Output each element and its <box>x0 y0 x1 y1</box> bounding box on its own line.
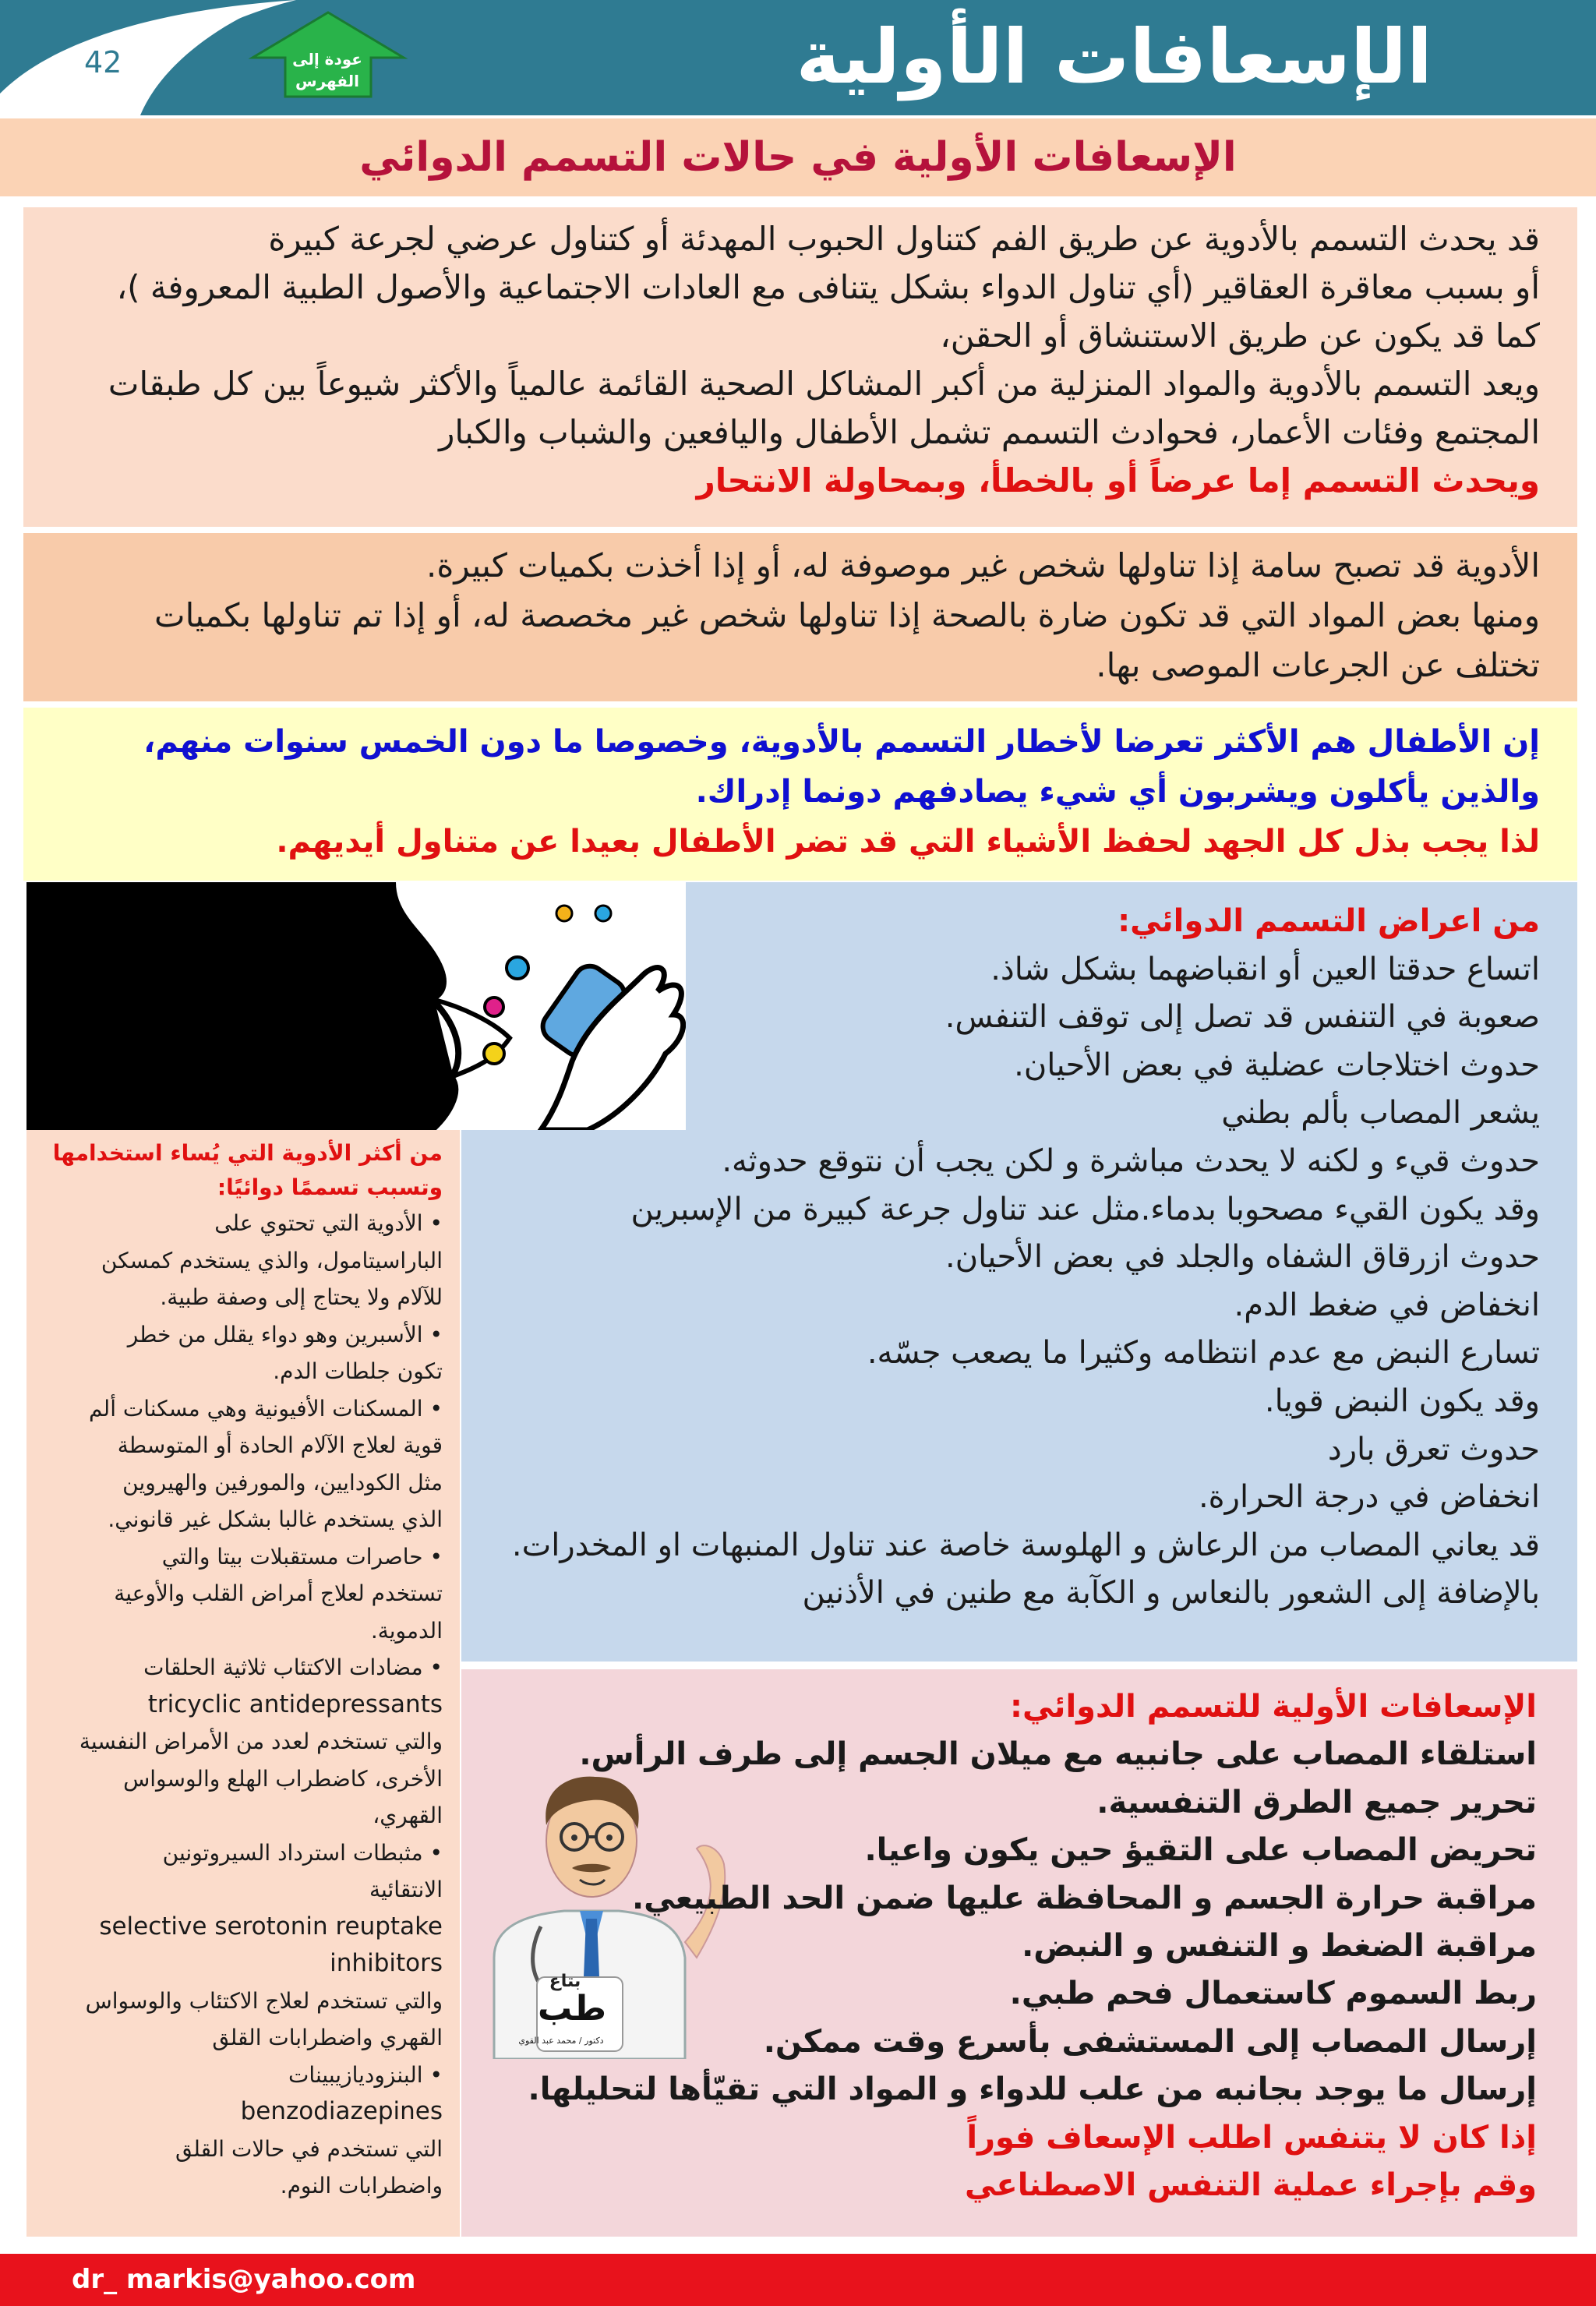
intro-line: المجتمع وفئات الأعمار، فحوادث التسمم تشمل الأطفال واليافعين والشباب والكبار <box>439 413 1540 451</box>
sidebar-line: التي تستخدم في حالات القلق <box>175 2135 443 2162</box>
sidebar-line: الانتقائية <box>369 1877 443 1902</box>
header-title: الإسعافات الأولية <box>796 13 1432 101</box>
sidebar-line: مثل الكودايين، والمورفين والهيروين <box>122 1469 443 1496</box>
symptom-item: بالإضافة إلى الشعور بالنعاس و الكآبة مع طنين في الأذنين <box>802 1575 1540 1612</box>
first-aid-item: إرسال المصاب إلى المستشفى بأسرع وقت ممكن. <box>763 2023 1537 2060</box>
warning-line: ومنها بعض المواد التي قد تكون ضارة بالصحة إذا تناولها شخص غير مخصصة له، أو إذا تم تناولها بكميات <box>154 596 1540 634</box>
symptom-item: تسارع النبض مع عدم انتظامه وكثيرا ما يصعب جسّه. <box>867 1335 1540 1372</box>
doctor-caption: دكتور / محمد عبد القوي <box>518 2036 604 2046</box>
sidebar-line: • حاصرات مستقبلات بيتا والتي <box>161 1543 443 1570</box>
first-aid-heading: الإسعافات الأولية للتسمم الدوائي: <box>1009 1689 1537 1725</box>
children-line: والذين يأكلون ويشربون أي شيء يصادفهم دونما إدراك. <box>695 774 1540 810</box>
symptom-item: صعوبة في التنفس قد تصل إلى توقف التنفس. <box>945 999 1540 1036</box>
symptom-item: وقد يكون النبض قويا. <box>1264 1383 1540 1419</box>
first-aid-item: تحرير جميع الطرق التنفسية. <box>1096 1784 1537 1820</box>
footer-email: dr_ markis@yahoo.com <box>72 2264 416 2295</box>
symptom-item: حدوث قيء و لكنه لا يحدث مباشرة و لكن يجب أن نتوقع حدوثه. <box>722 1142 1540 1179</box>
sidebar-line: الذي يستخدم غالبا بشكل غير قانوني. <box>108 1506 443 1532</box>
sidebar-line: • البنزوديازيبينات <box>288 2061 443 2088</box>
warning-text <box>47 541 1540 690</box>
children-warning: لذا يجب بذل كل الجهد لحفظ الأشياء التي قد تضر الأطفال بعيدا عن متناول أيديهم. <box>276 824 1540 860</box>
sidebar-line: تكون جلطات الدم. <box>273 1358 443 1384</box>
symptom-item: حدوث اختلاجات عضلية في بعض الأحيان. <box>1014 1047 1540 1083</box>
doctor-badge-top: بتاع <box>549 1972 581 1991</box>
intro-highlight: ويحدث التسمم إما عرضاً أو بالخطأ، وبمحاولة الانتحار <box>696 461 1540 500</box>
children-line: إن الأطفال هم الأكثر تعرضا لأخطار التسمم بالأدوية، وخصوصا ما دون الخمس سنوات منهم، <box>143 724 1540 760</box>
sidebar-line: الباراسيتامول، والذي يستخدم كمسكن <box>101 1247 443 1273</box>
sidebar-line: للآلام ولا يحتاج إلى وصفة طبية. <box>160 1284 443 1310</box>
sidebar-line: • الأسبرين وهو دواء يقلل من خطر <box>127 1321 443 1347</box>
sidebar-line: القهري، <box>373 1803 443 1828</box>
children-text <box>47 717 1540 867</box>
intro-text <box>55 215 1540 505</box>
sidebar-line: تستخدم لعلاج أمراض القلب والأوعية <box>114 1580 443 1606</box>
drugs-sidebar-text <box>37 1136 443 2205</box>
sidebar-line: • الأدوية التي تحتوي على <box>214 1210 443 1236</box>
sidebar-english-term: inhibitors <box>330 1949 443 1977</box>
warning-line: الأدوية قد تصبح سامة إذا تناولها شخص غير موصوفة له، أو إذا أخذت بكميات كبيرة. <box>425 546 1540 584</box>
sidebar-line: الأخرى، كاضطراب الهلع والوسواس <box>123 1765 443 1792</box>
sidebar-line: • مثبطات استرداد السيروتونين <box>162 1839 443 1866</box>
doctor-badge: طب <box>538 1989 607 2029</box>
back-to-index-label[interactable]: عودة إلى الفهرس <box>292 50 362 90</box>
sidebar-heading: من أكثر الأدوية التي يُساء استخدامها <box>52 1140 443 1166</box>
sidebar-line: قوية لعلاج الآلام الحادة أو المتوسطة <box>117 1432 443 1458</box>
first-aid-emergency: وقم بإجراء عملية التنفس الاصطناعي <box>964 2167 1537 2204</box>
symptom-item: وقد يكون القيء مصحوبا بدماء.مثل عند تناول جرعة كبيرة من الإسبرين <box>630 1191 1540 1227</box>
sidebar-line: القهري واضطرابات القلق <box>212 2025 443 2050</box>
symptom-item: اتساع حدقتا العين أو انقباضهما بشكل شاذ. <box>990 951 1540 987</box>
first-aid-item: مراقبة الضغط و التنفس و النبض. <box>1022 1928 1537 1965</box>
symptom-item: انخفاض في ضغط الدم. <box>1234 1287 1540 1323</box>
sidebar-heading: وتسبب تسممًا دوائيًا: <box>217 1174 443 1200</box>
warning-line: تختلف عن الجرعات الموصى بها. <box>1096 646 1540 684</box>
symptom-item: حدوث ازرقاق الشفاه والجلد في بعض الأحيان. <box>945 1239 1540 1276</box>
sidebar-line: واضطرابات النوم. <box>280 2173 443 2198</box>
sidebar-line: الدموية. <box>370 1617 443 1644</box>
intro-line: قد يحدث التسمم بالأدوية عن طريق الفم كتناول الحبوب المهدئة أو كتناول عرضي لجرعة كبيرة <box>268 220 1540 258</box>
page-title: الإسعافات الأولية في حالات التسمم الدوائي <box>359 134 1237 181</box>
intro-line: أو بسبب معاقرة العقاقير (أي تناول الدواء بشكل يتنافى مع العادات الاجتماعية والأصول الطبية المعروفة )، <box>116 268 1540 306</box>
intro-line: كما قد يكون عن طريق الاستنشاق أو الحقن، <box>940 316 1540 355</box>
first-aid-item: ربط السموم كاستعمال فحم طبي. <box>1009 1976 1537 2012</box>
sidebar-line: • المسكنات الأفيونية وهي مسكنات ألم <box>89 1395 443 1421</box>
sidebar-line: والتي تستخدم لعلاج الاكتئاب والوسواس <box>85 1987 443 2014</box>
page-number: 42 <box>84 45 122 79</box>
sidebar-english-term: tricyclic antidepressants <box>147 1690 443 1718</box>
sidebar-english-term: benzodiazepines <box>240 2097 443 2125</box>
symptom-item: يشعر المصاب بألم بطني <box>1221 1095 1540 1132</box>
symptoms-list <box>460 898 1540 1618</box>
first-aid-item: مراقبة حرارة الجسم و المحافظة عليها ضمن الحد الطبيعي. <box>631 1880 1537 1916</box>
symptom-item: حدوث تعرق بارد <box>1327 1431 1540 1467</box>
sidebar-line: • مضادات الاكتئاب ثلاثية الحلقات <box>143 1654 443 1680</box>
intro-line: ويعد التسمم بالأدوية والمواد المنزلية من أكبر المشاكل الصحية القائمة عالمياً والأكثر شيوعاً بين كل طبقات <box>108 365 1540 403</box>
first-aid-item: استلقاء المصاب على جانبيه مع ميلان الجسم إلى طرف الرأس. <box>579 1736 1537 1773</box>
symptoms-heading: من اعراض التسمم الدوائي: <box>1118 903 1540 939</box>
first-aid-item: تحريض المصاب على التقيؤ حين يكون واعيا. <box>864 1832 1537 1869</box>
symptom-item: انخفاض في درجة الحرارة. <box>1198 1479 1540 1516</box>
first-aid-item: إرسال ما يوجد بجانبه من علب للدواء و المواد التي تقيّأها لتحليلها. <box>528 2071 1537 2108</box>
first-aid-emergency: إذا كان لا يتنفس اطلب الإسعاف فوراً <box>966 2119 1537 2156</box>
sidebar-english-term: selective serotonin reuptake <box>99 1912 443 1941</box>
sidebar-line: والتي تستخدم لعدد من الأمراض النفسية <box>79 1729 443 1754</box>
symptom-item: قد يعاني المصاب من الرعاش و الهلوسة خاصة عند تناول المنبهات او المخدرات. <box>511 1527 1540 1563</box>
